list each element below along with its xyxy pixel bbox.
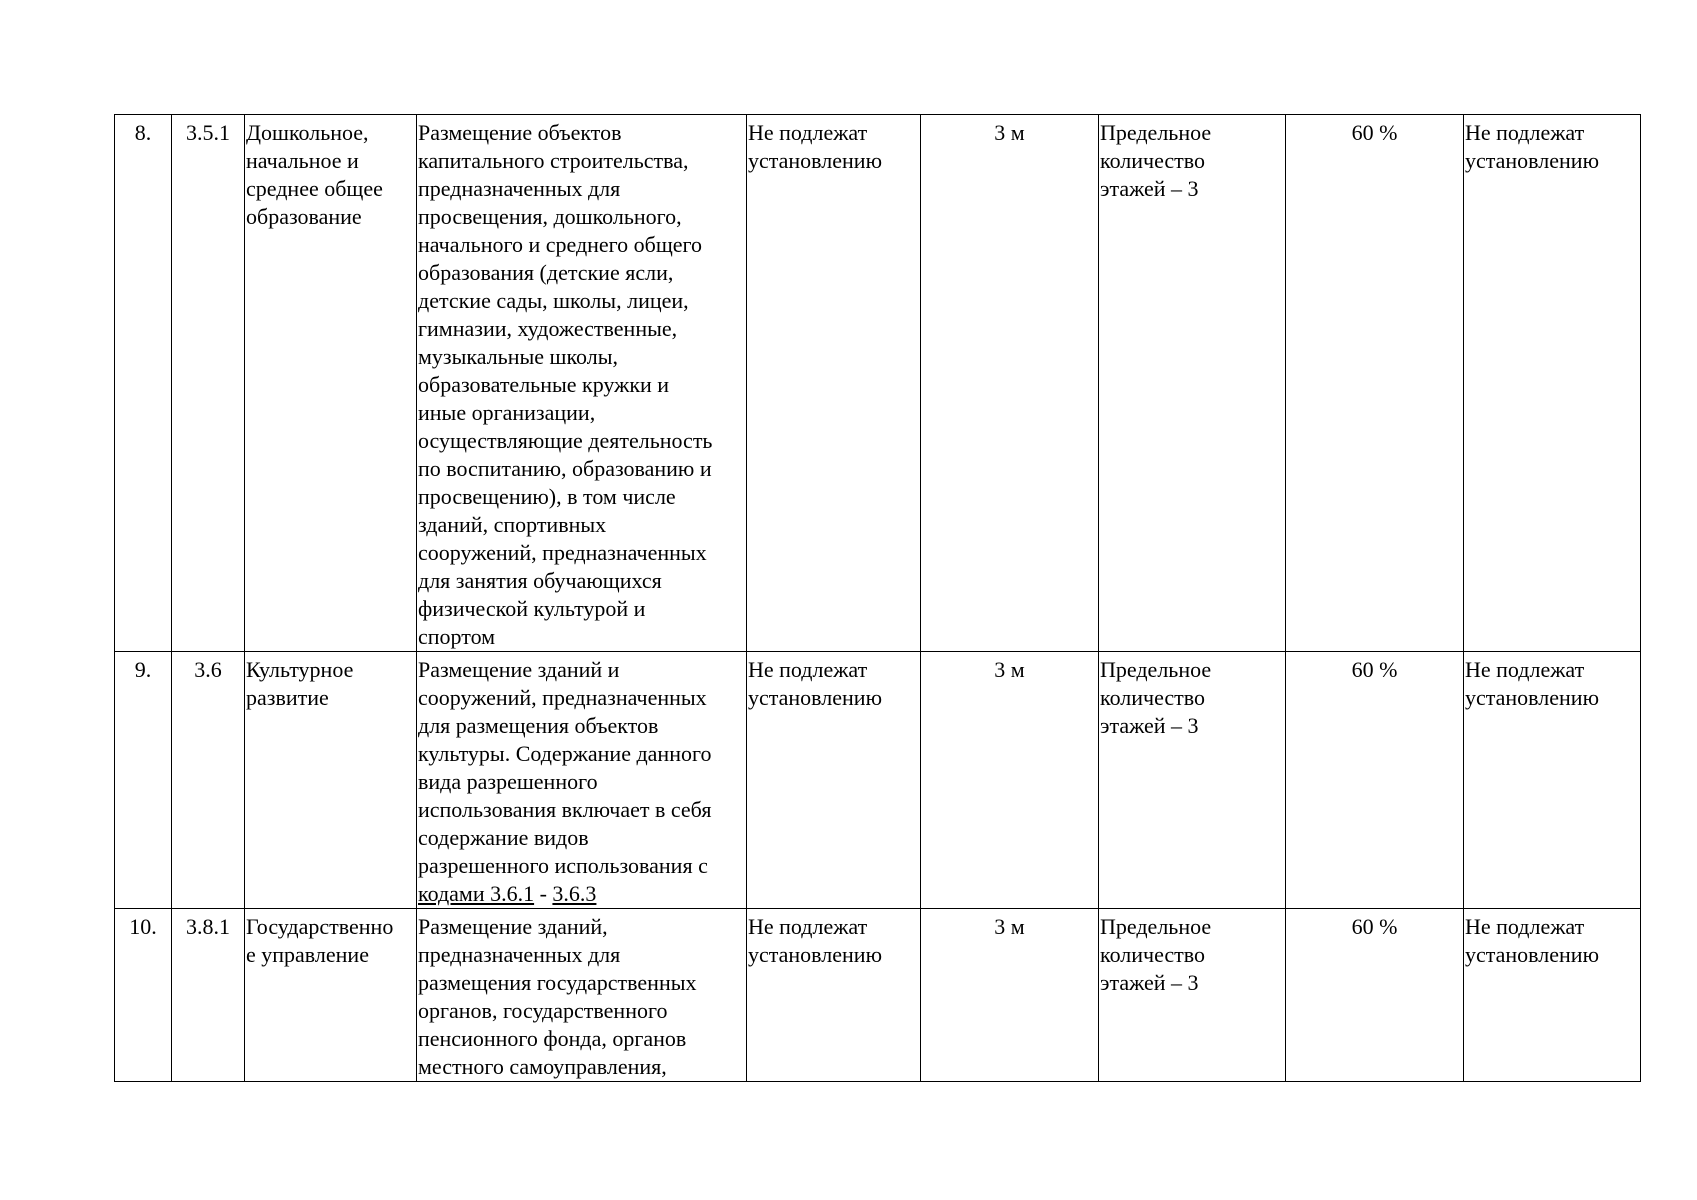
row-number: 9.	[115, 652, 172, 909]
use-description	[417, 652, 747, 909]
min-plot-size: Не подлежат установлению	[747, 909, 921, 1082]
min-setback: 3 м	[921, 115, 1099, 652]
code-link-3-6-1[interactable]: кодами 3.6.1	[418, 881, 535, 906]
max-coverage: 60 %	[1286, 909, 1464, 1082]
other-params: Не подлежат установлению	[1464, 652, 1641, 909]
min-setback: 3 м	[921, 652, 1099, 909]
min-setback: 3 м	[921, 909, 1099, 1082]
other-params: Не подлежат установлению	[1464, 909, 1641, 1082]
max-floors: Предельное количество этажей – 3	[1099, 115, 1286, 652]
table-row	[115, 115, 1641, 652]
use-code: 3.8.1	[172, 909, 245, 1082]
min-plot-size: Не подлежат установлению	[747, 115, 921, 652]
max-coverage: 60 %	[1286, 652, 1464, 909]
table-row	[115, 652, 1641, 909]
row-number: 8.	[115, 115, 172, 652]
code-link-separator: -	[534, 881, 553, 906]
use-code: 3.6	[172, 652, 245, 909]
max-floors: Предельное количество этажей – 3	[1099, 652, 1286, 909]
table-row	[115, 909, 1641, 1082]
max-floors: Предельное количество этажей – 3	[1099, 909, 1286, 1082]
use-name: Дошкольное, начальное и среднее общее образование	[245, 115, 417, 652]
use-name: Государственно е управление	[245, 909, 417, 1082]
use-description: Размещение зданий, предназначенных для размещения государственных органов, государственного пенсионного фонда, органов местного самоуправления,	[417, 909, 747, 1082]
use-description: Размещение объектов капитального строительства, предназначенных для просвещения, дошкольного, начального и среднего общего образования (детские ясли, детские сады, школы, лицеи, гимназии, художественные, музыкальные школы, образовательные кружки и иные организации, осуществляющие деятельность по воспитанию, образованию и просвещению), в том числе зданий, спортивных сооружений, предназначенных для занятия обучающихся физической культурой и спортом	[417, 115, 747, 652]
max-coverage: 60 %	[1286, 115, 1464, 652]
other-params: Не подлежат установлению	[1464, 115, 1641, 652]
use-name: Культурное развитие	[245, 652, 417, 909]
use-code: 3.5.1	[172, 115, 245, 652]
row-number: 10.	[115, 909, 172, 1082]
land-use-table	[114, 114, 1641, 1082]
use-description-text: Размещение зданий и сооружений, предназначенных для размещения объектов культуры. Содержание данного вида разрешенного использования включает в себя содержание видов разрешенного использования с	[418, 657, 712, 878]
min-plot-size: Не подлежат установлению	[747, 652, 921, 909]
code-link-3-6-3[interactable]: 3.6.3	[552, 881, 597, 906]
